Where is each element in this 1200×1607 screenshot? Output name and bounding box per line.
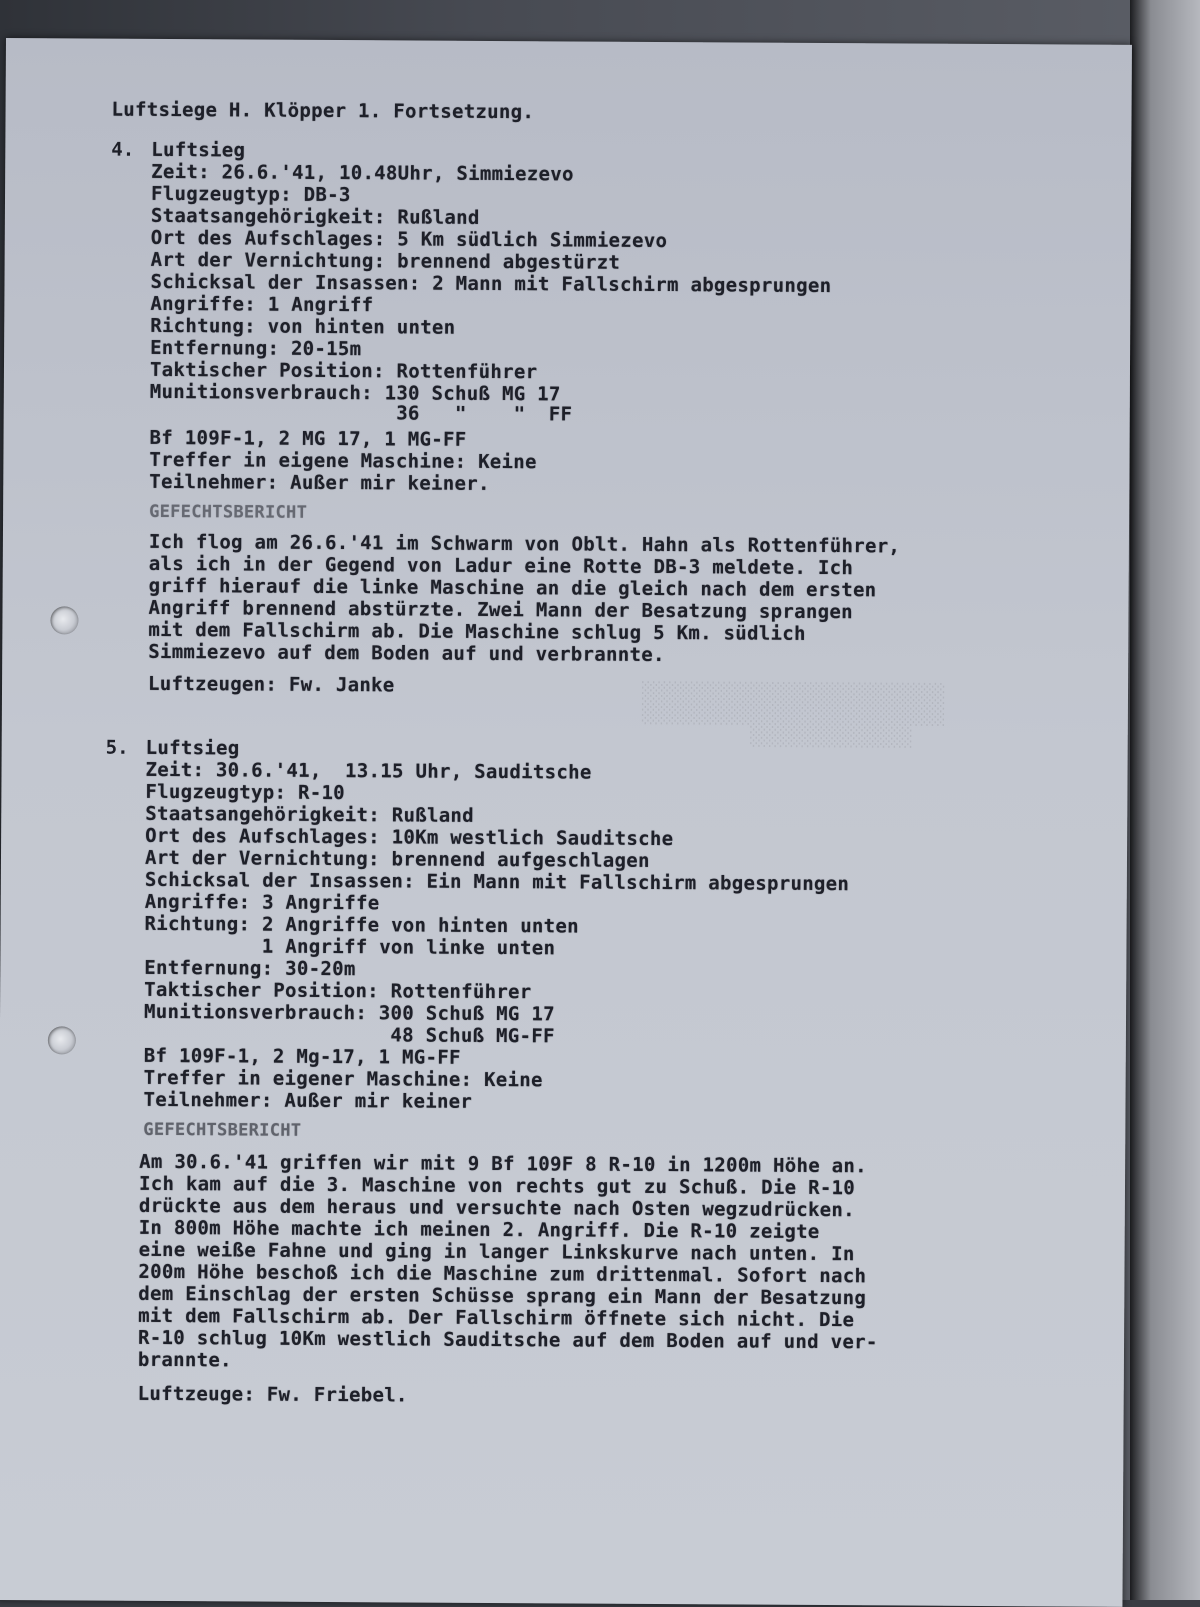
detail-line: Treffer in eigener Maschine: Keine [143, 1066, 543, 1092]
detail-line: Teilnehmer: Außer mir keiner. [149, 470, 490, 495]
detail-line: Munitionsverbrauch: 130 Schuß MG 17 [149, 380, 561, 406]
detail-line: Flugzeugtyp: DB-3 [150, 182, 351, 207]
report-heading: GEFECHTSBERICHT [143, 1119, 302, 1141]
detail-line: Teilnehmer: Außer mir keiner [143, 1088, 473, 1113]
detail-line: Richtung: 2 Angriffe von hinten unten [144, 912, 579, 938]
report-line: Ich flog am 26.6.'41 im Schwarm von Oblt. Hahn als Rottenführer, [148, 530, 901, 558]
detail-line: Bf 109F-1, 2 MG 17, 1 MG-FF [149, 426, 467, 451]
detail-line: 1 Angriff von linke unten [144, 934, 556, 960]
report-line: eine weiße Fahne und ging in langer Linkskurve nach unten. In [138, 1238, 855, 1266]
detail-line: Taktischer Position: Rottenführer [144, 978, 532, 1004]
report-line: Am 30.6.'41 griffen wir mit 9 Bf 109F 8 R-10 in 1200m Höhe an. [139, 1150, 868, 1178]
detail-line: Schicksal der Insassen: Ein Mann mit Fallschirm abgesprungen [144, 868, 850, 896]
report-line: Ich kam auf die 3. Maschine von rechts gut zu Schuß. Die R-10 [138, 1172, 856, 1200]
detail-line: Angriffe: 3 Angriffe [144, 890, 380, 915]
report-line: R-10 schlug 10Km westlich Sauditsche auf dem Boden auf und ver- [137, 1326, 878, 1354]
witness-line: Luftzeugen: Fw. Janke [147, 672, 395, 697]
detail-line: Entfernung: 20-15m [150, 336, 362, 361]
detail-line: Staatsangehörigkeit: Rußland [145, 802, 475, 827]
detail-line: 36 " " FF [149, 400, 573, 426]
report-line: Simmiezevo auf dem Boden auf und verbrannte. [148, 640, 665, 667]
report-line: mit dem Fallschirm ab. Die Maschine schlug 5 Km. südlich [148, 618, 806, 645]
detail-line: 48 Schuß MG-FF [143, 1022, 555, 1048]
detail-line: Munitionsverbrauch: 300 Schuß MG 17 [143, 1000, 555, 1026]
document-page [0, 38, 1132, 1607]
detail-line: Entfernung: 30-20m [144, 956, 356, 981]
detail-line: Staatsangehörigkeit: Rußland [150, 204, 480, 229]
detail-line: Flugzeugtyp: R-10 [145, 780, 346, 805]
victory-title: Luftsieg [145, 736, 240, 760]
detail-line: Zeit: 30.6.'41, 13.15 Uhr, Sauditsche [145, 758, 592, 784]
witness-line: Luftzeuge: Fw. Friebel. [137, 1382, 408, 1407]
detail-line: Treffer in eigene Maschine: Keine [149, 448, 537, 474]
detail-line: Zeit: 26.6.'41, 10.48Uhr, Simmiezevo [151, 160, 574, 186]
report-line: brannte. [137, 1348, 232, 1372]
page-edge-shadow [1130, 0, 1200, 1600]
report-line: drückte aus dem heraus und versuchte nach Osten wegzudrücken. [138, 1194, 856, 1222]
report-line: 200m Höhe beschoß ich die Maschine zum drittenmal. Sofort nach [138, 1260, 867, 1288]
victory-title: Luftsieg [151, 138, 246, 162]
detail-line: Art der Vernichtung: brennend aufgeschlagen [144, 846, 650, 872]
document-header: Luftsiege H. Klöpper 1. Fortsetzung. [111, 98, 535, 124]
report-line: als ich in der Gegend von Ladur eine Rotte DB-3 meldete. Ich [148, 552, 854, 580]
victory-number: 5. [105, 736, 129, 759]
detail-line: Angriffe: 1 Angriff [150, 292, 374, 317]
punch-hole-top [50, 606, 78, 634]
punch-hole-bottom [48, 1026, 76, 1054]
detail-line: Ort des Aufschlages: 10Km westlich Sauditsche [145, 824, 674, 851]
detail-line: Bf 109F-1, 2 Mg-17, 1 MG-FF [143, 1044, 461, 1069]
report-line: mit dem Fallschirm ab. Der Fallschirm öffnete sich nicht. Die [138, 1304, 855, 1332]
bleed-through-marks: ░░░░░░░░░░░░░░░░░░░░░░░░░░░░ ░░░░░░░░░░░░░░░░░░░░░░░░░░░░ ░░░░░░░░░░░░░░░ [641, 681, 946, 749]
report-line: dem Einschlag der ersten Schüsse sprang ein Mann der Besatzung [138, 1282, 867, 1310]
detail-line: Richtung: von hinten unten [150, 314, 456, 339]
detail-line: Taktischer Position: Rottenführer [149, 358, 538, 384]
victory-number: 4. [111, 138, 135, 161]
report-line: Angriff brennend abstürzte. Zwei Mann der Besatzung sprangen [148, 596, 853, 624]
detail-line: Art der Vernichtung: brennend abgestürzt [150, 248, 621, 274]
detail-line: Ort des Aufschlages: 5 Km südlich Simmiezevo [150, 226, 668, 253]
report-heading: GEFECHTSBERICHT [149, 501, 308, 523]
detail-line: Schicksal der Insassen: 2 Mann mit Fallschirm abgesprungen [150, 270, 832, 298]
report-line: griff hierauf die linke Maschine an die gleich nach dem ersten [148, 574, 877, 602]
report-line: In 800m Höhe machte ich meinen 2. Angriff. Die R-10 zeigte [138, 1216, 820, 1243]
